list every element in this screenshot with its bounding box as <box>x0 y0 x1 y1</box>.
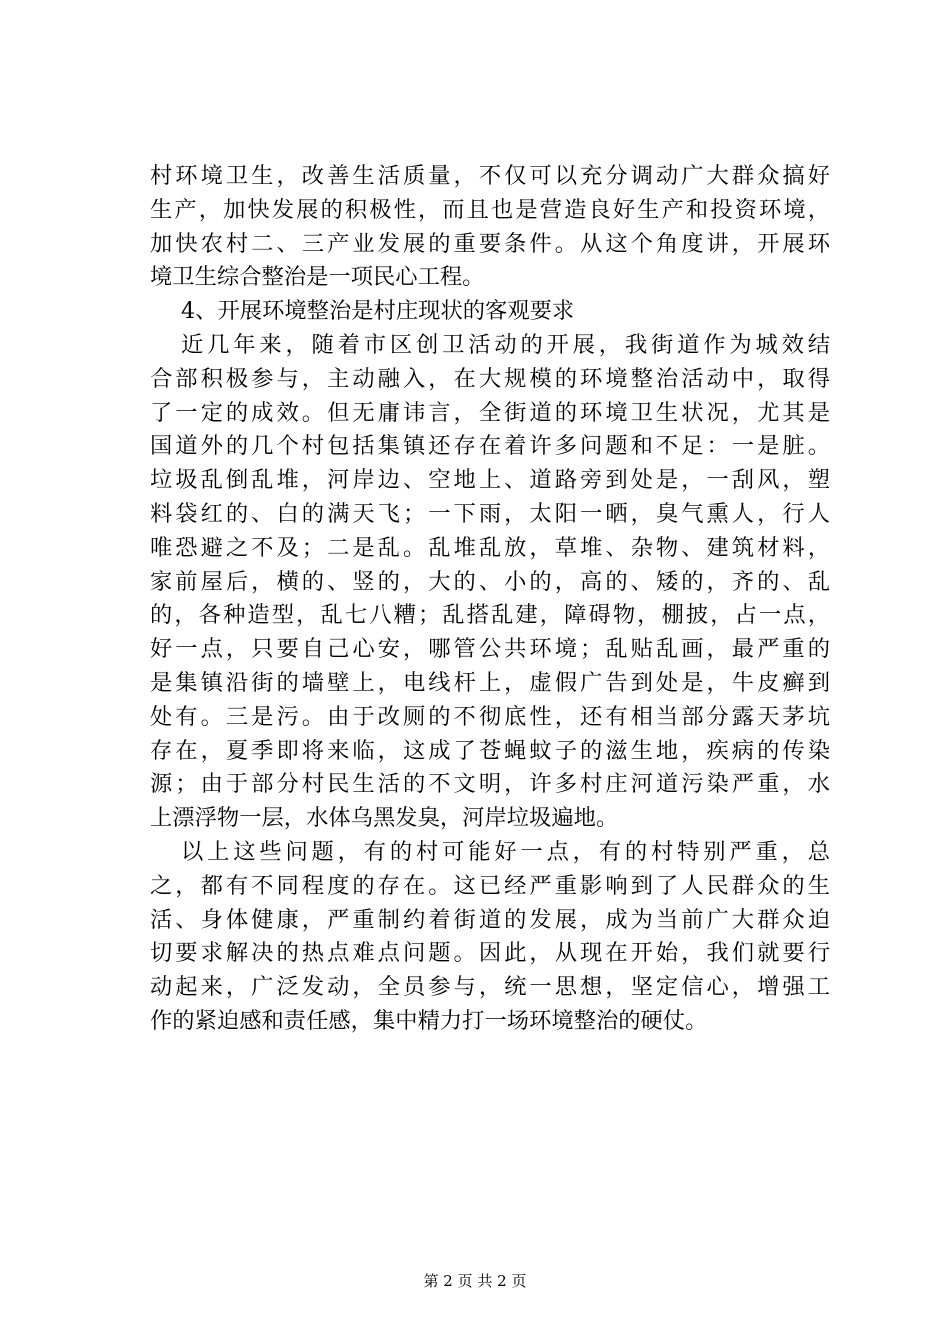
text-line: 上漂浮物一层，水体乌黑发臭，河岸垃圾遍地。 <box>150 805 619 832</box>
text-line: 家前屋后，横的、竖的，大的、小的，高的、矮的，齐的、乱 <box>150 568 830 595</box>
text-line: 存在，夏季即将来临，这成了苍蝇蚊子的滋生地，疾病的传染 <box>150 737 830 764</box>
text-line: 料袋红的、白的满天飞；一下雨，太阳一晒，臭气熏人，行人 <box>150 500 830 527</box>
text-line: 境卫生综合整治是一项民心工程。 <box>150 264 485 291</box>
text-line: 源；由于部分村民生活的不文明，许多村庄河道污染严重，水 <box>150 771 830 798</box>
page-number-footer: 第 2 页 共 2 页 <box>423 1272 527 1290</box>
text-line: 了一定的成效。但无庸讳言，全街道的环境卫生状况，尤其是 <box>150 399 830 426</box>
text-line: 以上这些问题，有的村可能好一点，有的村特别严重，总 <box>181 838 830 865</box>
text-line: 加快农村二、三产业发展的重要条件。从这个角度讲，开展环 <box>150 230 830 257</box>
text-line: 活、身体健康，严重制约着街道的发展，成为当前广大群众迫 <box>150 906 830 933</box>
section-heading: 4、开展环境整治是村庄现状的客观要求 <box>181 298 575 325</box>
text-line: 垃圾乱倒乱堆，河岸边、空地上、道路旁到处是，一刮风，塑 <box>150 467 830 494</box>
text-line: 之，都有不同程度的存在。这已经严重影响到了人民群众的生 <box>150 872 830 899</box>
text-line: 国道外的几个村包括集镇还存在着许多问题和不足：一是脏。 <box>150 433 830 460</box>
text-line: 动起来，广泛发动，全员参与，统一思想，坚定信心，增强工 <box>150 974 830 1001</box>
text-line: 的，各种造型，乱七八糟；乱搭乱建，障碍物，棚披，占一点， <box>150 602 830 629</box>
text-line: 作的紧迫感和责任感，集中精力打一场环境整治的硬仗。 <box>150 1007 708 1034</box>
text-line: 唯恐避之不及；二是乱。乱堆乱放，草堆、杂物、建筑材料， <box>150 534 830 561</box>
document-body <box>150 160 830 1039</box>
text-line: 处有。三是污。由于改厕的不彻底性，还有相当部分露天茅坑 <box>150 703 830 730</box>
text-line: 近几年来，随着市区创卫活动的开展，我街道作为城效结 <box>181 331 830 358</box>
text-line: 是集镇沿街的墙壁上，电线杆上，虚假广告到处是，牛皮癣到 <box>150 669 830 696</box>
text-line: 村环境卫生，改善生活质量，不仅可以充分调动广大群众搞好 <box>150 163 830 189</box>
text-line: 合部积极参与，主动融入，在大规模的环境整治活动中，取得 <box>150 365 830 392</box>
text-line: 切要求解决的热点难点问题。因此，从现在开始，我们就要行 <box>150 940 830 967</box>
text-line: 好一点，只要自己心安，哪管公共环境；乱贴乱画，最严重的 <box>150 636 830 663</box>
text-line: 生产，加快发展的积极性，而且也是营造良好生产和投资环境， <box>150 196 830 223</box>
